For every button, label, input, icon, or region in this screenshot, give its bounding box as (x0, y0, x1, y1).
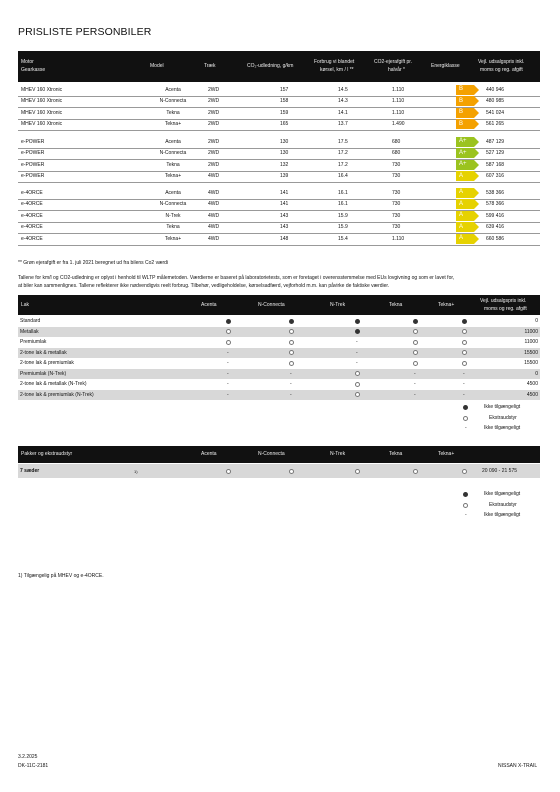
price-cell-co2: 130 (280, 138, 289, 145)
dash-cell: - (290, 370, 292, 377)
dash-cell: - (227, 391, 229, 398)
filled-circle-icon (355, 329, 360, 334)
legend2-filled-label: Ikke tilgængeligt (484, 491, 521, 497)
empty-circle-icon (355, 392, 360, 397)
energy-class-label: A+ (459, 138, 467, 144)
lak-row-price: 4500 (526, 391, 538, 398)
price-cell-afgift: 1.110 (392, 109, 405, 116)
lak-header-teknaplus: Tekna+ (438, 302, 455, 308)
price-cell-traek: 4WD (208, 212, 220, 219)
price-cell-motor: e-4ORCE (21, 224, 43, 230)
legend2-empty-icon (463, 503, 468, 508)
filled-circle-icon (289, 319, 294, 324)
empty-circle-icon (413, 350, 418, 355)
price-cell-forbrug: 15.9 (338, 224, 348, 230)
energy-class-badge (456, 234, 474, 244)
price-cell-co2: 143 (280, 224, 289, 230)
empty-circle-icon (413, 340, 418, 345)
energy-class-badge (456, 171, 474, 181)
price-cell-co2: 143 (280, 212, 289, 219)
filled-circle-icon (413, 319, 418, 324)
lak-row-price: 15500 (524, 349, 538, 356)
wltp-note-1: Tallene for km/l og CO2-udledning er oplyst i henhold til WLTP målemetoden. Værdierne er baseret på laboratorietests, som er foretaget i overensstemmelse med EUs lovgivning og som er lavet for, (18, 275, 455, 281)
price-cell-forbrug: 15.4 (338, 235, 348, 242)
energy-class-badge (456, 148, 474, 158)
price-cell-traek: 2WD (208, 86, 220, 93)
dash-cell: - (290, 391, 292, 398)
empty-circle-icon (226, 329, 231, 334)
price-cell-pris: 587 168 (486, 161, 505, 168)
dash-cell: - (356, 339, 358, 345)
lak-row-price: 11000 (524, 328, 538, 335)
energy-class-label: B (459, 97, 464, 104)
lak-row-name: Standard (20, 318, 41, 324)
price-cell-pris: 440 946 (486, 86, 505, 93)
lak-header-nconnecta: N-Connecta (258, 302, 285, 308)
price-cell-traek: 2WD (208, 150, 220, 156)
energy-class-badge (456, 119, 474, 129)
legend-pakker (462, 491, 542, 521)
page-title: PRISLISTE PERSONBILER (18, 26, 152, 38)
price-cell-motor: e-4ORCE (21, 212, 43, 219)
empty-circle-icon (289, 350, 294, 355)
legend-empty-icon (463, 416, 468, 421)
pakker-row-7-saeder (18, 464, 540, 478)
legend-dash-label: Ikke tilgængeligt (484, 425, 521, 431)
filled-circle-icon (226, 319, 231, 324)
energy-class-label: A (459, 200, 464, 207)
energy-class-label: A+ (459, 149, 467, 156)
price-cell-forbrug: 15.9 (338, 212, 348, 219)
dash-cell: - (414, 391, 416, 398)
price-cell-pris: 541 024 (486, 109, 505, 116)
lak-header-tekna: Tekna (389, 302, 403, 308)
empty-circle-icon (289, 469, 294, 474)
dash-cell: - (414, 381, 416, 387)
empty-circle-icon (289, 361, 294, 366)
dash-cell: - (463, 381, 465, 387)
legend2-dash-symbol: - (465, 512, 467, 518)
price-cell-afgift: 1.110 (392, 98, 405, 104)
price-cell-afgift: 730 (392, 173, 401, 179)
filled-circle-icon (462, 319, 467, 324)
price-cell-model: N-Connecta (159, 150, 187, 156)
empty-circle-icon (226, 469, 231, 474)
price-cell-motor: MHEV 160 Xtronic (21, 86, 63, 93)
price-cell-co2: 141 (280, 201, 289, 207)
pakker-row-name: 7 sæder (20, 467, 40, 474)
energy-class-badge (456, 96, 474, 106)
price-cell-pris: 578 366 (486, 201, 505, 207)
header-forbrug-1: Forbrug vi blandet (314, 59, 355, 65)
pakker-row-price: 20 090 - 21 575 (482, 467, 518, 474)
price-cell-traek: 2WD (208, 121, 220, 127)
lak-row-name: 2-tone lak & premiumlak (N-Trek) (20, 391, 94, 398)
pricelist-header (18, 51, 540, 82)
price-cell-co2: 158 (280, 98, 289, 104)
footnote: 1) Tilgængelig på MHEV og e-4ORCE. (18, 573, 104, 579)
price-cell-co2: 139 (280, 173, 289, 179)
lak-row (18, 337, 540, 348)
legend-filled-icon (463, 405, 468, 410)
energy-class-label: A (459, 235, 464, 241)
price-cell-forbrug: 14.5 (338, 86, 348, 93)
price-cell-forbrug: 14.1 (338, 109, 348, 116)
lak-row-name: 2-tone lak & metallak (N-Trek) (20, 381, 87, 387)
legend2-filled-icon (463, 492, 468, 497)
lak-row-name: 2-tone lak & metallak (20, 349, 67, 356)
price-cell-pris: 660 586 (486, 235, 505, 242)
empty-circle-icon (289, 340, 294, 345)
lak-header-acenta: Acenta (201, 302, 217, 308)
price-cell-motor: MHEV 160 Xtronic (21, 98, 63, 104)
price-cell-pris: 599 416 (486, 212, 505, 219)
dash-cell: - (414, 370, 416, 377)
price-cell-afgift: 730 (392, 189, 401, 196)
lak-row-price: 15500 (524, 360, 538, 366)
price-cell-afgift: 1.110 (392, 235, 405, 242)
price-row (18, 233, 540, 246)
dash-cell: - (227, 349, 229, 356)
price-cell-motor: MHEV 160 Xtronic (21, 109, 63, 116)
price-cell-model: N-Connecta (159, 201, 187, 207)
energy-class-badge (456, 108, 474, 118)
energy-class-label: A+ (459, 161, 467, 167)
price-cell-motor: e-POWER (21, 173, 45, 179)
price-cell-co2: 165 (280, 121, 289, 127)
price-cell-pris: 639 416 (486, 224, 505, 230)
empty-circle-icon (413, 469, 418, 474)
pakker-header-teknaplus: Tekna+ (438, 451, 455, 457)
empty-circle-icon (462, 469, 467, 474)
dash-cell: - (290, 381, 292, 387)
price-cell-model: Tekna (166, 224, 180, 230)
lak-row-name: Premiumlak (20, 339, 47, 345)
price-cell-co2: 141 (280, 189, 289, 196)
energy-class-badge (456, 137, 474, 147)
header-pris-2: moms og reg. afgift (480, 67, 523, 73)
legend-lak (462, 404, 542, 434)
price-cell-motor: e-POWER (21, 138, 45, 145)
price-cell-model: Tekna+ (164, 121, 182, 127)
price-cell-traek: 2WD (208, 98, 220, 104)
price-cell-motor: e-4ORCE (21, 235, 43, 242)
header-afgift-2: halvår * (388, 67, 405, 73)
lak-row (18, 316, 540, 327)
header-motor: Motor (21, 59, 34, 65)
price-cell-co2: 159 (280, 109, 289, 116)
legend-empty-label: Ekstraudstyr (489, 415, 517, 421)
pakker-header-acenta: Acenta (201, 451, 217, 457)
price-cell-traek: 2WD (208, 161, 220, 168)
lak-row (18, 358, 540, 369)
dash-cell: - (356, 360, 358, 366)
price-cell-pris: 487 129 (486, 138, 505, 145)
price-cell-forbrug: 14.3 (338, 98, 348, 104)
price-cell-model: Acenta (165, 86, 181, 93)
lak-row-name: Premiumlak (N-Trek) (20, 370, 67, 377)
price-cell-model: N-Connecta (159, 98, 187, 104)
pakker-header (18, 446, 540, 463)
header-co2: CO₂-udledning, g/km (247, 63, 294, 69)
energy-class-label: A (459, 223, 464, 230)
price-cell-motor: e-4ORCE (21, 201, 43, 207)
footer-date: 3.2.2025 (18, 754, 38, 760)
energy-class-badge (456, 211, 474, 221)
energy-class-label: B (459, 109, 464, 115)
price-cell-motor: e-4ORCE (21, 189, 43, 196)
price-cell-co2: 130 (280, 150, 289, 156)
lak-header (18, 295, 540, 315)
empty-circle-icon (226, 340, 231, 345)
lak-row (18, 379, 540, 390)
price-cell-model: Tekna+ (164, 173, 182, 179)
legend2-dash-label: Ikke tilgængeligt (484, 512, 521, 518)
price-cell-pris: 538 366 (486, 189, 505, 196)
empty-circle-icon (413, 329, 418, 334)
energy-class-label: A (459, 189, 464, 195)
dash-cell: - (463, 391, 465, 398)
lak-row (18, 369, 540, 380)
energy-class-badge (456, 160, 474, 170)
price-cell-model: Tekna (166, 161, 180, 168)
price-cell-pris: 527 129 (486, 150, 505, 156)
header-gearkasse: Gearkasse (21, 67, 46, 73)
lak-header-name: Lak (21, 302, 30, 308)
lak-row-price: 0 (535, 318, 538, 324)
price-cell-afgift: 1.110 (392, 86, 405, 93)
energy-class-badge (456, 188, 474, 198)
price-cell-traek: 2WD (208, 109, 220, 116)
price-cell-model: Tekna+ (164, 235, 182, 242)
legend-filled-label: Ikke tilgængeligt (484, 404, 521, 410)
legend-dash-symbol: - (465, 425, 467, 431)
energy-class-badge (456, 222, 474, 232)
price-cell-co2: 157 (280, 86, 289, 93)
price-cell-afgift: 680 (392, 138, 401, 145)
green-tax-note: ** Grøn ejerafgift er fra 1. juli 2021 beregnet ud fra bilens Co2 værdi (18, 260, 169, 266)
header-forbrug-2: kørsel, km / l ** (320, 67, 354, 73)
pakker-header-tekna: Tekna (389, 451, 403, 457)
price-cell-model: Tekna (166, 109, 180, 116)
price-cell-motor: e-POWER (21, 161, 45, 168)
price-row (18, 171, 540, 184)
header-afgift-1: CO2-ejerafgift pr. (374, 59, 413, 65)
price-cell-pris: 480 985 (486, 98, 505, 104)
lak-header-ntrek: N-Trek (330, 302, 346, 308)
header-model: Model (150, 63, 164, 69)
lak-header-pris-1: Vejl. udsalgspris inkl. (480, 298, 527, 304)
energy-class-label: A (459, 212, 464, 218)
price-cell-forbrug: 17.2 (338, 161, 348, 168)
price-cell-co2: 148 (280, 235, 289, 242)
price-cell-forbrug: 16.4 (338, 173, 348, 179)
empty-circle-icon (462, 329, 467, 334)
energy-class-label: B (459, 120, 464, 127)
price-row (18, 119, 540, 132)
price-cell-forbrug: 17.2 (338, 150, 348, 156)
price-cell-model: N-Trek (165, 212, 181, 219)
energy-class-badge (456, 85, 474, 95)
footer-model: NISSAN X-TRAIL (498, 763, 538, 769)
empty-circle-icon (355, 371, 360, 376)
price-cell-traek: 4WD (208, 189, 220, 196)
dash-cell: - (356, 349, 358, 356)
header-pris-1: Vejl. udsalgspris inkl. (478, 59, 525, 65)
empty-circle-icon (462, 340, 467, 345)
empty-circle-icon (462, 361, 467, 366)
legend2-empty-label: Ekstraudstyr (489, 502, 517, 508)
lak-row-price: 11000 (524, 339, 538, 345)
lak-row-price: 4500 (526, 381, 538, 387)
energy-class-badge (456, 199, 474, 209)
dash-cell: - (227, 381, 229, 387)
price-cell-forbrug: 13.7 (338, 121, 348, 127)
price-cell-co2: 132 (280, 161, 289, 168)
empty-circle-icon (462, 350, 467, 355)
pakker-row-footnote: 1) (134, 469, 138, 474)
wltp-note-2: at biler kan sammenlignes. Tallene reflekterer ikke nødvendigvis reelt forbrug. Tilbehør, vedligeholdelse, kørselsadfærd, vejforhold m.m. kan påvirke de faktiske værdier. (18, 283, 390, 289)
price-cell-afgift: 680 (392, 150, 401, 156)
price-cell-traek: 4WD (208, 173, 220, 179)
price-cell-pris: 607 316 (486, 173, 505, 179)
price-cell-traek: 2WD (208, 138, 220, 145)
price-cell-afgift: 730 (392, 161, 401, 168)
price-cell-forbrug: 17.5 (338, 138, 348, 145)
price-cell-afgift: 1.490 (392, 121, 405, 127)
header-traek: Træk (204, 63, 216, 69)
empty-circle-icon (289, 329, 294, 334)
price-cell-model: Acenta (165, 138, 181, 145)
price-cell-motor: e-POWER (21, 150, 45, 156)
lak-header-pris-2: moms og reg. afgift (484, 306, 527, 312)
price-cell-afgift: 730 (392, 212, 401, 219)
price-cell-traek: 4WD (208, 201, 220, 207)
pakker-header-ntrek: N-Trek (330, 451, 346, 457)
price-cell-traek: 4WD (208, 224, 220, 230)
filled-circle-icon (355, 319, 360, 324)
price-cell-traek: 4WD (208, 235, 220, 242)
lak-row (18, 390, 540, 401)
energy-class-label: B (459, 86, 464, 92)
empty-circle-icon (355, 382, 360, 387)
lak-row (18, 327, 540, 338)
price-cell-motor: MHEV 160 Xtronic (21, 121, 63, 127)
energy-class-label: A (459, 172, 464, 179)
pakker-header-nconnecta: N-Connecta (258, 451, 285, 457)
price-cell-pris: 561 265 (486, 121, 505, 127)
empty-circle-icon (355, 469, 360, 474)
lak-row-name: Metallak (20, 328, 39, 335)
empty-circle-icon (413, 361, 418, 366)
pakker-header-name: Pakker og ekstraudstyr (21, 451, 73, 457)
dash-cell: - (227, 360, 229, 366)
price-cell-model: Acenta (165, 189, 181, 196)
price-cell-afgift: 730 (392, 224, 401, 230)
lak-row (18, 348, 540, 359)
footer-code: DK-11C-2181 (18, 763, 49, 769)
price-cell-forbrug: 16.1 (338, 201, 348, 207)
price-cell-afgift: 730 (392, 201, 401, 207)
dash-cell: - (227, 370, 229, 377)
lak-row-price: 0 (535, 370, 538, 377)
lak-row-name: 2-tone lak & premiumlak (20, 360, 74, 366)
price-cell-forbrug: 16.1 (338, 189, 348, 196)
dash-cell: - (463, 370, 465, 377)
header-energi: Energiklasse (431, 63, 460, 69)
